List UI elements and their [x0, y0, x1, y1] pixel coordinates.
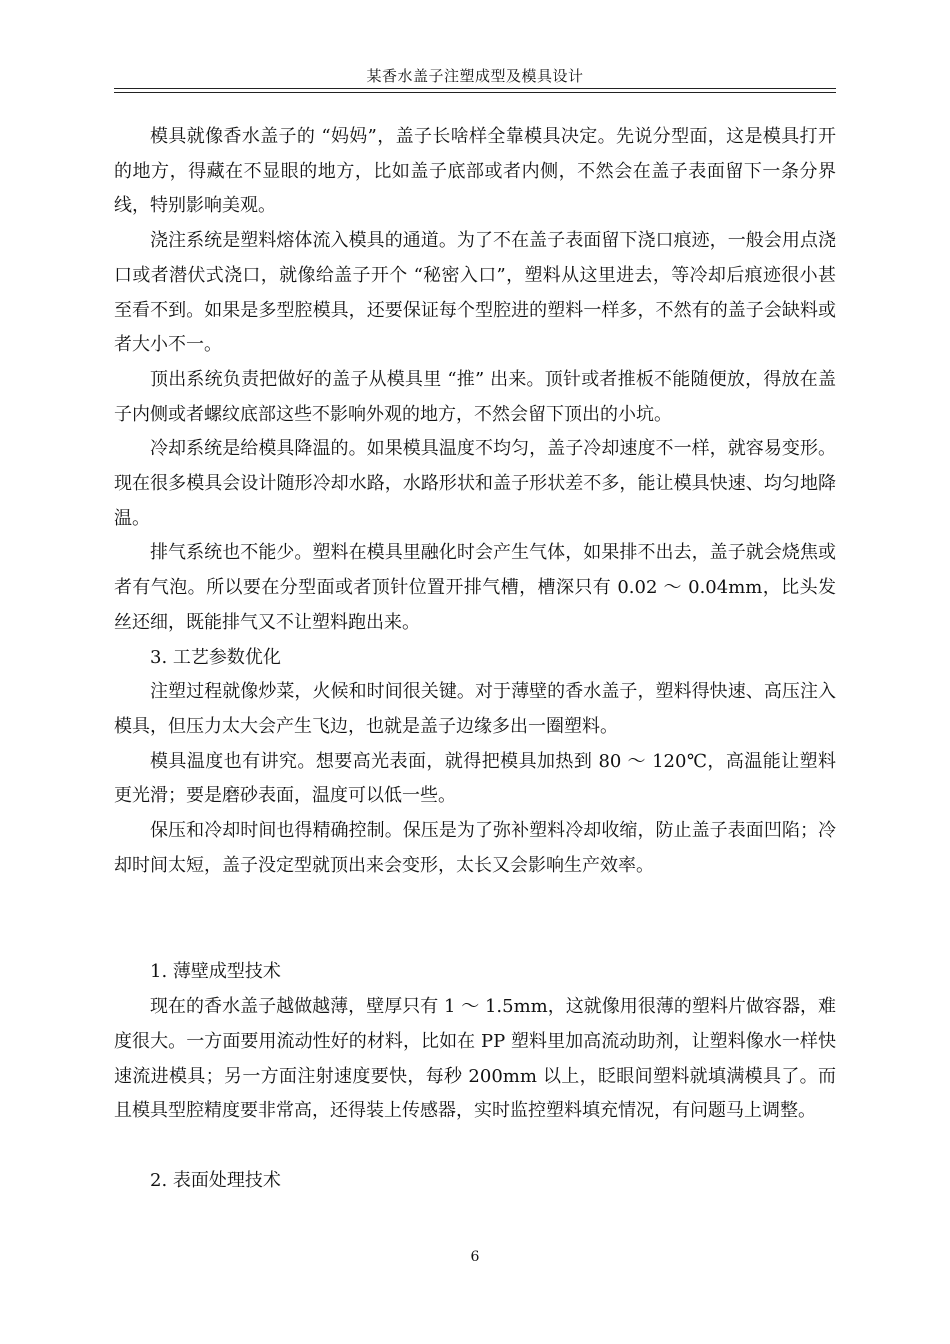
- paragraph-mold-intro: 模具就像香水盖子的 “妈妈”，盖子长啥样全靠模具决定。先说分型面，这是模具打开的地方，得藏在不显眼的地方，比如盖子底部或者内侧，不然会在盖子表面留下一条分界线，特别影响美观。: [114, 126, 836, 217]
- paragraph-cooling-system: 冷却系统是给模具降温的。如果模具温度不均匀，盖子冷却速度不一样，就容易变形。现在很多模具会设计随形冷却水路，水路形状和盖子形状差不多，能让模具快速、均匀地降温。: [114, 438, 836, 529]
- blank-space: [114, 883, 836, 955]
- page-number: 6: [470, 1249, 480, 1265]
- paragraph-thin-wall: 现在的香水盖子越做越薄，壁厚只有 1 ～ 1.5mm，这就像用很薄的塑料片做容器，难度很大。一方面要用流动性好的材料，比如在 PP 塑料里加高流动助剂，让塑料像水一样快速流进模具；另一方面注射速度要快，每秒 200mm 以上，眨眼间塑料就填满模具了。而且模具型腔精度要非常高，还得装上传感器，实时监控塑料填充情况，有问题马上调整。: [114, 996, 836, 1122]
- body-text: [114, 120, 836, 1199]
- paragraph-injection-process: 注塑过程就像炒菜，火候和时间很关键。对于薄壁的香水盖子，塑料得快速、高压注入模具，但压力太大会产生飞边，也就是盖子边缘多出一圈塑料。: [114, 681, 836, 737]
- header-rule: [114, 88, 836, 89]
- running-header: 某香水盖子注塑成型及模具设计: [366, 67, 584, 85]
- paragraph-venting-system: 排气系统也不能少。塑料在模具里融化时会产生气体，如果排不出去，盖子就会烧焦或者有气泡。所以要在分型面或者顶针位置开排气槽，槽深只有 0.02 ～ 0.04mm，比头发丝还细，既能排气又不让塑料跑出来。: [114, 542, 836, 633]
- blank-space: [114, 1129, 836, 1164]
- paragraph-gating-system: 浇注系统是塑料熔体流入模具的通道。为了不在盖子表面留下浇口痕迹，一般会用点浇口或者潜伏式浇口，就像给盖子开个 “秘密入口”，塑料从这里进去，等冷却后痕迹很小甚至看不到。如果是多型腔模具，还要保证每个型腔进的塑料一样多，不然有的盖子会缺料或者大小不一。: [114, 230, 836, 356]
- paragraph-mold-temperature: 模具温度也有讲究。想要高光表面，就得把模具加热到 80 ～ 120℃，高温能让塑料更光滑；要是磨砂表面，温度可以低一些。: [114, 750, 836, 807]
- section-heading-surface-treatment: 2. 表面处理技术: [150, 1169, 281, 1191]
- section-heading-thin-wall: 1. 薄壁成型技术: [150, 961, 281, 983]
- section-heading-process-parameters: 3. 工艺参数优化: [150, 646, 281, 668]
- paragraph-ejection-system: 顶出系统负责把做好的盖子从模具里 “推” 出来。顶针或者推板不能随便放，得放在盖子内侧或者螺纹底部这些不影响外观的地方，不然会留下顶出的小坑。: [114, 368, 836, 425]
- paragraph-holding-cooling: 保压和冷却时间也得精确控制。保压是为了弥补塑料冷却收缩，防止盖子表面凹陷；冷却时间太短，盖子没定型就顶出来会变形，太长又会影响生产效率。: [114, 820, 836, 876]
